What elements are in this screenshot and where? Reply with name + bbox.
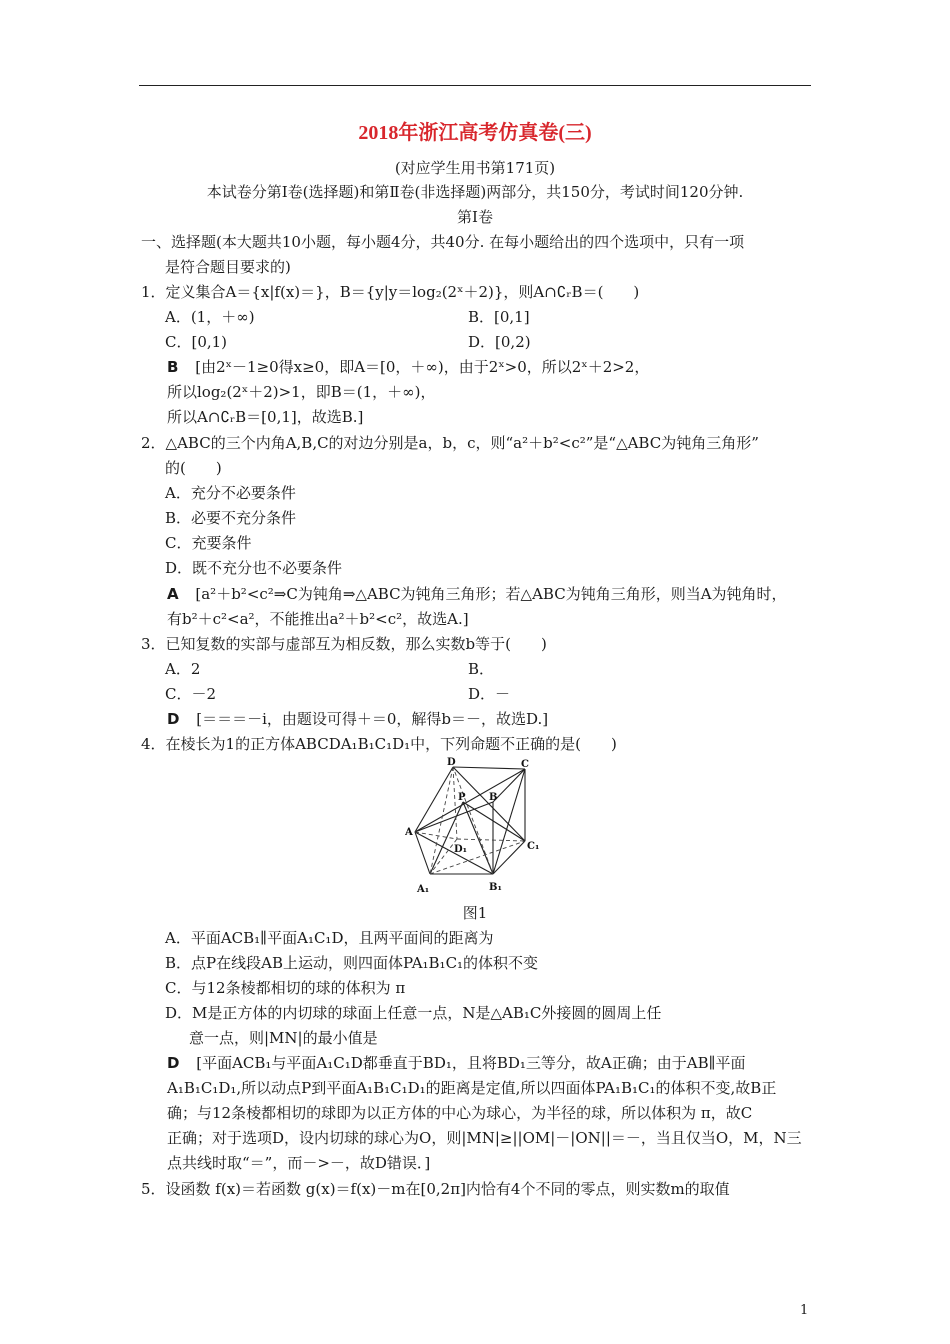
seg-p-c1 [463,802,525,841]
label-d: D [447,757,456,768]
q3-option-b: B． [468,660,495,678]
label-d1: D₁ [454,844,468,855]
seg-p-a1 [430,802,463,874]
hidden-diag-b1-d [453,767,493,874]
q3-stem: 3．已知复数的实部与虚部互为相反数，那么实数b等于( ) [141,635,547,653]
q2-option-d: D．既不充分也不必要条件 [165,559,343,577]
q1-solution-1: [由2ˣ－1≥0得x≥0，即A＝[0，＋∞)，由于2ˣ>0，所以2ˣ＋2>2， [195,358,650,376]
label-c1: C₁ [527,841,540,852]
q2-answer [167,584,787,604]
section-heading-cont: 是符合题目要求的) [165,258,291,276]
label-a: A [405,827,413,838]
edge-a-b [415,802,493,832]
q1-option-b: B．[0,1] [468,308,530,326]
hidden-diag-d-a1 [430,767,453,874]
q3-option-c: C．－2 [165,685,217,703]
q4-option-d: D．M是正方体的内切球的球面上任意一点，N是△AB₁C外接圆的圆周上任 [165,1004,662,1022]
q4-option-b: B．点P在线段AB上运动，则四面体PA₁B₁C₁的体积不变 [165,954,539,972]
page-subtitle: (对应学生用书第171页) [394,159,556,177]
q3-answer-letter: D [167,710,180,728]
hidden-edge-d1-c1 [457,839,525,841]
q4-answer [167,1053,746,1073]
q4-solution-1: [平面ACB₁与平面A₁C₁D都垂直于BD₁，且将BD₁三等分，故A正确；由于AB∥平面 [196,1054,746,1072]
q4-solution-2: A₁B₁C₁D₁,所以动点P到平面A₁B₁C₁D₁的距离是定值,所以四面体PA₁B₁C₁的体积不变,故B正 [167,1079,777,1097]
q2-option-b: B．必要不充分条件 [165,509,297,527]
label-p: P [458,792,466,803]
q4-option-d-cont: 意一点，则|MN|的最小值是 [189,1029,378,1047]
q4-solution-3: 确；与12条棱都相切的球即为以正方体的中心为球心，为半径的球，所以体积为 π，故C [167,1104,753,1122]
q2-solution-2: 有b²＋c²<a²，不能推出a²＋b²<c²，故选A.] [167,610,469,628]
page-title: 2018年浙江高考仿真卷(三) [358,122,592,144]
header-rule [139,85,811,86]
label-b1: B₁ [489,882,502,893]
q4-stem: 4．在棱长为1的正方体ABCDA₁B₁C₁D₁中，下列命题不正确的是( ) [141,735,617,753]
edge-d-c [453,767,525,769]
q4-option-c: C．与12条棱都相切的球的体积为 π [165,979,406,997]
q4-solution-5: 点共线时取“＝”，而－>－，故D错误．] [167,1154,431,1172]
part-heading: 第Ⅰ卷 [457,208,493,226]
q2-stem: 2．△ABC的三个内角A,B,C的对边分别是a，b，c，则“a²＋b²<c²”是“△ABC为钝角三角形” [141,434,759,452]
q1-option-a: A．(1，＋∞) [165,308,255,326]
seg-p-b1 [463,802,493,874]
exam-intro: 本试卷分第Ⅰ卷(选择题)和第Ⅱ卷(非选择题)两部分，共150分，考试时间120分钟. [206,183,744,201]
q4-option-a: A．平面ACB₁∥平面A₁C₁D，且两平面间的距离为 [165,929,494,947]
q3-answer [167,709,548,729]
q3-solution: [＝＝＝－i，由题设可得＋＝0，解得b＝－，故选D.] [196,710,549,728]
section-heading: 一、选择题(本大题共10小题，每小题4分，共40分. 在每小题给出的四个选项中，只有一项 [141,233,745,251]
page-number: 1 [800,1303,809,1318]
label-c: C [521,759,529,770]
q1-solution-2: 所以log₂(2ˣ＋2)>1，即B＝(1，＋∞)， [167,383,436,401]
q2-option-c: C．充要条件 [165,534,252,552]
q3-option-a: A．2 [165,660,201,678]
q1-answer-letter: B [167,358,179,376]
q2-answer-letter: A [167,585,179,603]
q1-solution-3: 所以A∩∁ᵣB＝[0,1]，故选B.] [167,408,364,426]
q5-stem: 5．设函数 f(x)＝若函数 g(x)＝f(x)－m在[0,2π]内恰有4个不同的零点，则实数m的取值 [141,1180,730,1198]
q2-solution-1: [a²＋b²<c²⇒C为钝角⇒△ABC为钝角三角形；若△ABC为钝角三角形，则当A为钝角时， [195,585,787,603]
q3-option-d: D．－ [468,685,511,703]
label-a1: A₁ [417,884,430,895]
q4-solution-4: 正确；对于选项D，设内切球的球心为O，则|MN|≥||OM|－|ON||＝－，当且仅当O，M，N三 [167,1129,802,1147]
q2-option-a: A．充分不必要条件 [165,484,296,502]
q1-answer [167,357,649,377]
edge-a-d [415,767,453,832]
figure-caption: 图1 [462,904,488,922]
q2-stem-cont: 的( ) [165,459,222,477]
hidden-edge-d-d1 [453,767,457,839]
cube-figure [405,757,555,897]
q1-option-d: D．[0,2) [468,333,531,351]
q4-answer-letter: D [167,1054,180,1072]
hidden-diag-a1-c1 [430,841,525,874]
q1-stem: 1．定义集合A＝{x|f(x)＝}，B＝{y|y＝log₂(2ˣ＋2)}，则A∩∁ᵣB＝( ) [141,283,640,301]
q1-option-c: C．[0,1) [165,333,228,351]
label-b: B [489,792,498,803]
